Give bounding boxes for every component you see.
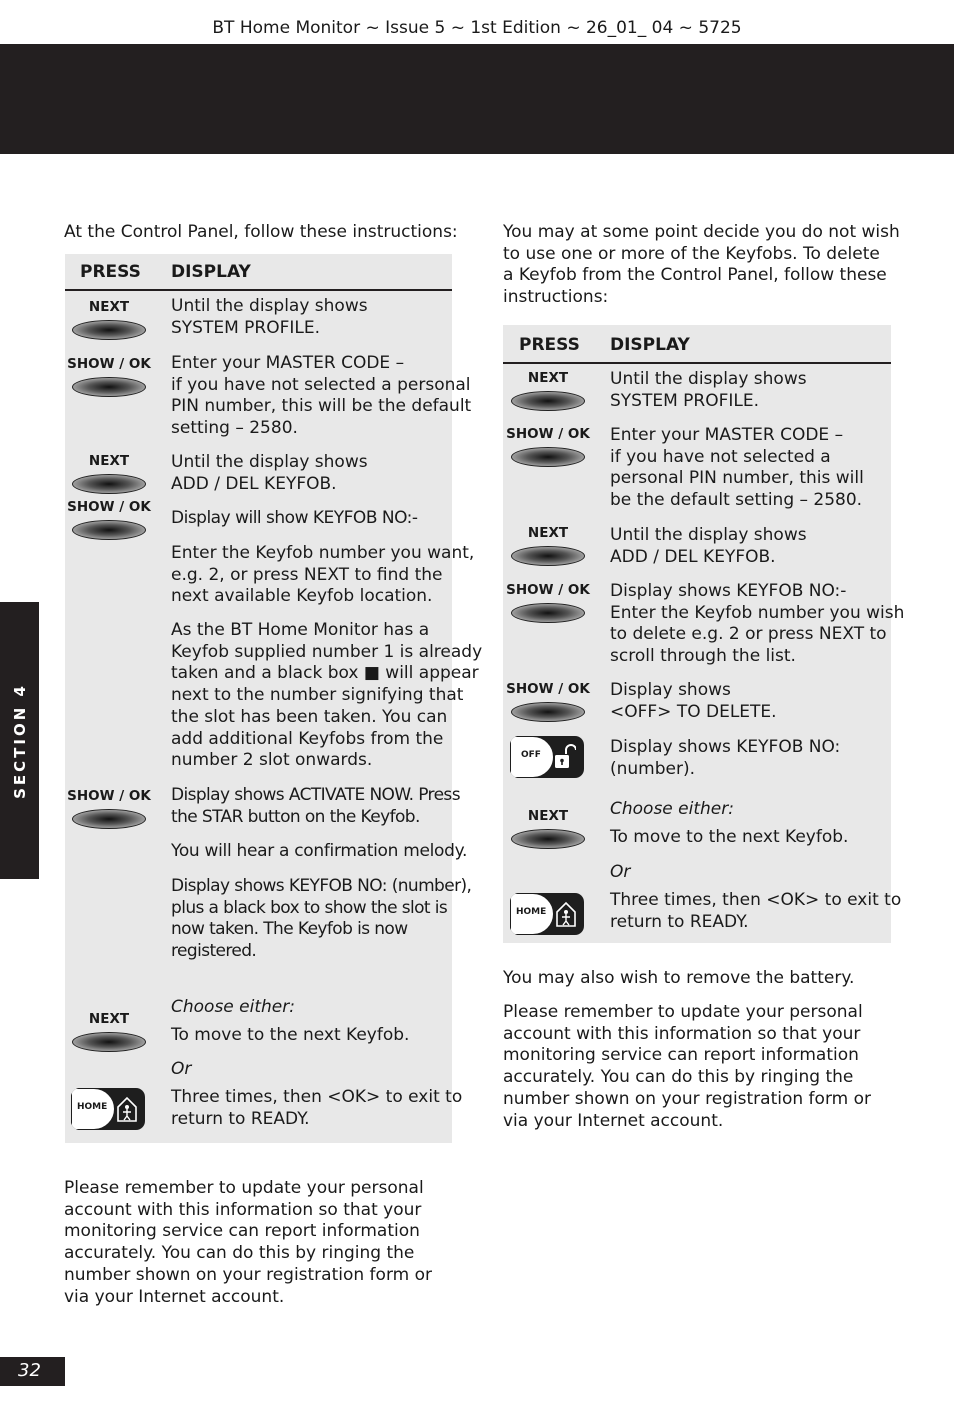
next-key-icon — [511, 829, 585, 849]
show-ok-button[interactable]: SHOW / OK — [503, 426, 593, 467]
page-number: 32 — [18, 1360, 41, 1381]
right-display-cell: Display shows KEYFOB NO:- Enter the Keyfob number you wish to delete e.g. 2 or press NEXT to scroll through the list. — [610, 581, 905, 667]
right-display-cell: Enter your MASTER CODE – if you have not selected a personal PIN number, this will be the default setting – 2580. — [610, 425, 864, 511]
home-button[interactable]: HOME — [510, 893, 584, 935]
next-button[interactable]: NEXT — [503, 525, 593, 566]
section-tab-label: SECTION 4 — [10, 682, 29, 799]
header-band — [0, 44, 954, 154]
right-footer-paragraph: Please remember to update your personal account with this information so that your monitoring service can report information accurately. You can do this by ringing the number shown on your registration form or via your Internet account. — [503, 1002, 871, 1131]
off-button[interactable]: OFF — [510, 736, 584, 778]
next-key-icon — [72, 320, 146, 340]
right-display-cell: To move to the next Keyfob. — [610, 827, 849, 847]
next-key-icon — [511, 391, 585, 411]
show-ok-button[interactable]: SHOW / OK — [503, 582, 593, 623]
right-choose-either: Choose either: — [610, 799, 734, 819]
left-display-cell: Until the display shows SYSTEM PROFILE. — [171, 296, 368, 338]
show-ok-key-icon — [511, 603, 585, 623]
left-display-cell: Display will show KEYFOB NO:- — [171, 508, 418, 528]
left-intro: At the Control Panel, follow these instructions: — [64, 222, 458, 242]
next-button[interactable]: NEXT — [64, 1011, 154, 1052]
right-display-cell: Until the display shows SYSTEM PROFILE. — [610, 369, 807, 411]
left-display-cell: Until the display shows ADD / DEL KEYFOB. — [171, 452, 368, 494]
left-col-press: PRESS — [80, 262, 141, 282]
section-tab — [0, 602, 39, 879]
right-display-cell: Until the display shows ADD / DEL KEYFOB. — [610, 525, 807, 567]
left-table-rule — [65, 289, 452, 291]
right-display-cell: Three times, then <OK> to exit to return to READY. — [610, 890, 902, 932]
left-col-display: DISPLAY — [171, 262, 251, 282]
right-battery-note: You may also wish to remove the battery. — [503, 968, 855, 988]
show-ok-key-icon — [72, 809, 146, 829]
right-display-cell: Display shows KEYFOB NO: (number). — [610, 737, 841, 779]
right-col-press: PRESS — [519, 335, 580, 355]
left-or: Or — [171, 1059, 192, 1079]
left-display-cell: Enter the Keyfob number you want, e.g. 2, or press NEXT to find the next available Keyfob location. — [171, 543, 475, 607]
document-header: BT Home Monitor ~ Issue 5 ~ 1st Edition ~ 26_01_ 04 ~ 5725 — [212, 18, 742, 38]
show-ok-button[interactable]: SHOW / OK — [64, 356, 154, 397]
left-display-cell: You will hear a confirmation melody. — [171, 841, 468, 861]
next-button[interactable]: NEXT — [64, 453, 154, 494]
left-display-cell: To move to the next Keyfob. — [171, 1025, 410, 1045]
show-ok-button[interactable]: SHOW / OK — [64, 788, 154, 829]
next-key-icon — [511, 546, 585, 566]
left-choose-either: Choose either: — [171, 997, 295, 1017]
show-ok-key-icon — [72, 520, 146, 540]
next-key-icon — [72, 474, 146, 494]
home-button[interactable]: HOME — [71, 1088, 145, 1130]
right-table-rule — [503, 362, 891, 364]
right-or: Or — [610, 862, 631, 882]
next-button[interactable]: NEXT — [503, 370, 593, 411]
left-display-cell: As the BT Home Monitor has a Keyfob supplied number 1 is already taken and a black box ■ will appear next to the number signifying that the slot has been taken. You can add additional Keyfobs from the number 2 slot onwards. — [171, 620, 483, 771]
left-display-cell: Three times, then <OK> to exit to return to READY. — [171, 1087, 463, 1129]
left-display-cell: Display shows ACTIVATE NOW. Press the STAR button on the Keyfob. — [171, 785, 460, 827]
right-display-cell: Display shows <OFF> TO DELETE. — [610, 680, 777, 722]
next-key-icon — [72, 1032, 146, 1052]
show-ok-key-icon — [72, 377, 146, 397]
right-col-display: DISPLAY — [610, 335, 690, 355]
home-icon — [556, 901, 576, 927]
left-display-cell: Display shows KEYFOB NO: (number), plus a black box to show the slot is now taken. The Keyfob is now registered. — [171, 876, 472, 962]
show-ok-key-icon — [511, 447, 585, 467]
left-display-cell: Enter your MASTER CODE – if you have not selected a personal PIN number, this will be the default setting – 2580. — [171, 353, 472, 439]
right-intro: You may at some point decide you do not wish to use one or more of the Keyfobs. To delete a Keyfob from the Control Panel, follow these instructions: — [503, 222, 900, 308]
show-ok-button[interactable]: SHOW / OK — [503, 681, 593, 722]
left-footer-paragraph: Please remember to update your personal account with this information so that your monitoring service can report information accurately. You can do this by ringing the number shown on your registration form or via your Internet account. — [64, 1178, 432, 1307]
home-icon — [117, 1096, 137, 1122]
next-button[interactable]: NEXT — [503, 808, 593, 849]
show-ok-key-icon — [511, 702, 585, 722]
unlock-icon — [554, 744, 576, 772]
show-ok-button[interactable]: SHOW / OK — [64, 499, 154, 540]
next-button[interactable]: NEXT — [64, 299, 154, 340]
page-number-tab — [0, 1357, 65, 1386]
